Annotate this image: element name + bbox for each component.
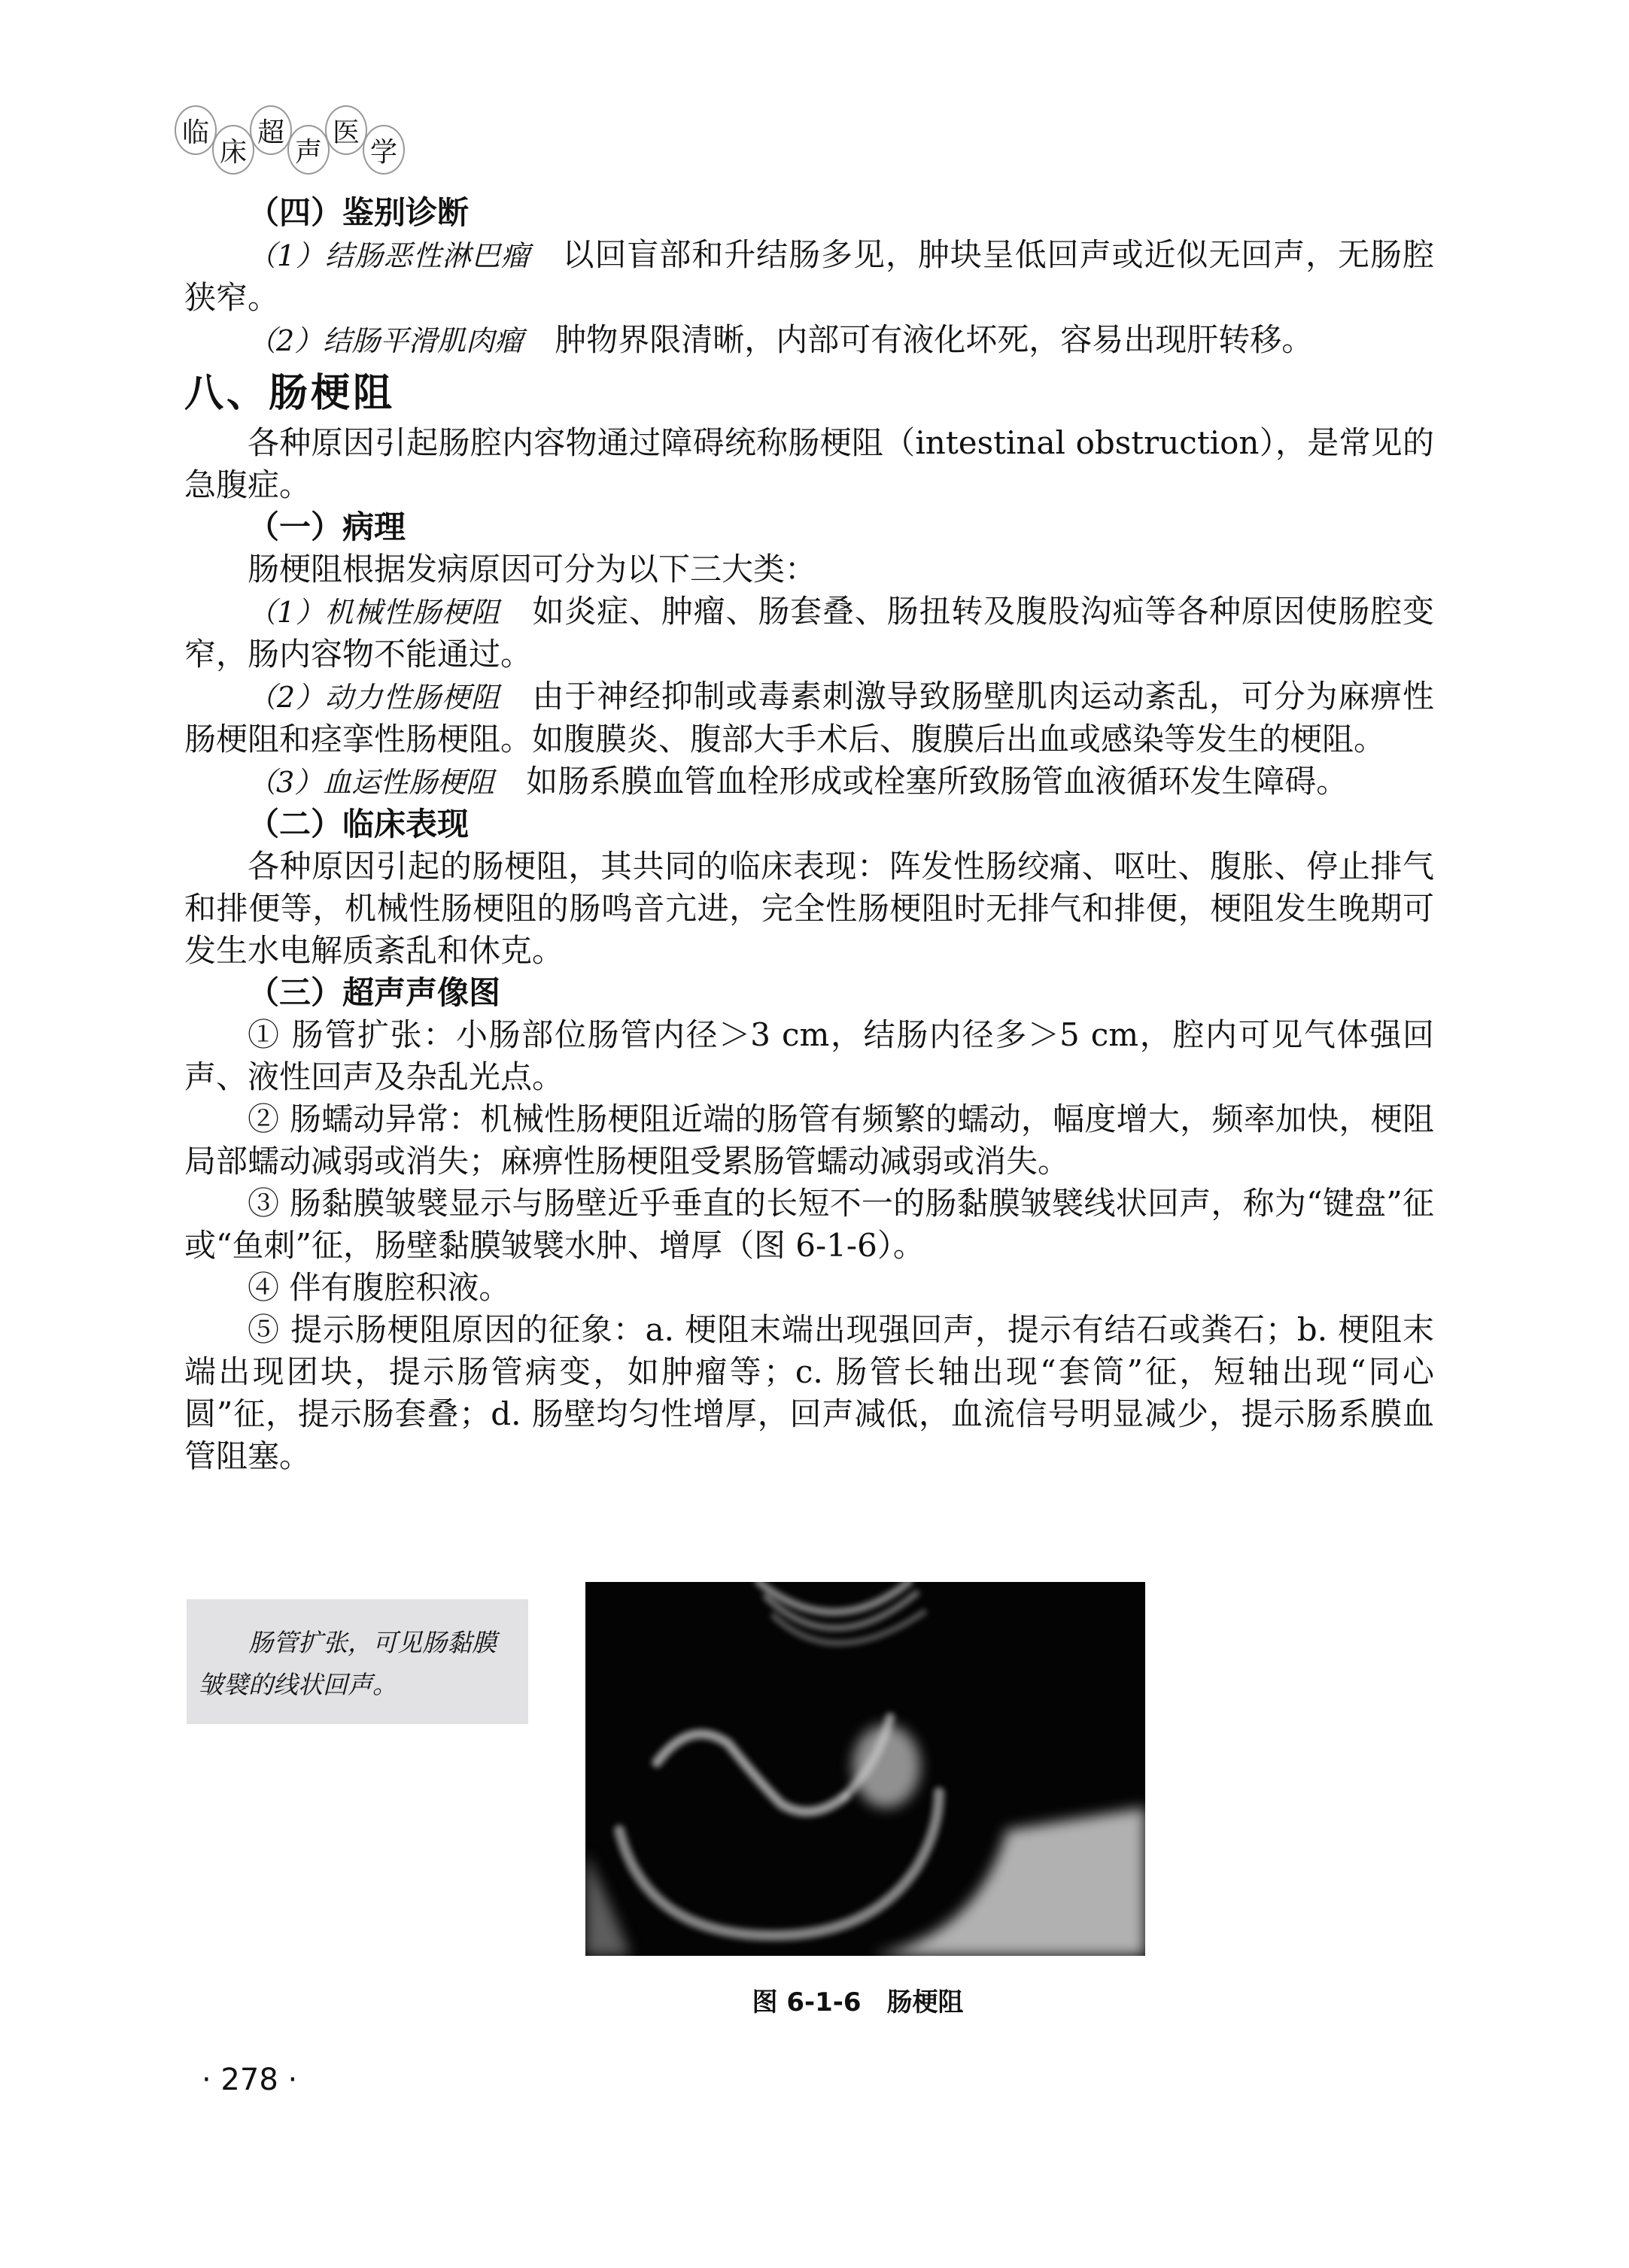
paragraph-text: 肿物界限清晰，内部可有液化坏死，容易出现肝转移。 (523, 321, 1314, 358)
section-heading: （三）超声声像图 (248, 974, 501, 1011)
paragraph (184, 319, 1434, 362)
paragraph-text: ③ 肠黏膜皱襞显示与肠壁近乎垂直的长短不一的肠黏膜皱襞线状回声，称为“键盘”征或“鱼刺”征，肠壁黏膜皱襞水肿、增厚（图 6-1-6）。 (184, 1185, 1434, 1264)
paragraph-text: 由于神经抑制或毒素刺激导致肠壁肌肉运动紊乱，可分为麻痹性肠梗阻和痉挛性肠梗阻。如腹膜炎、腹部大手术后、腹膜后出血或感染等发生的梗阻。 (184, 678, 1434, 758)
paragraph (184, 234, 1434, 319)
paragraph-text: ① 肠管扩张：小肠部位肠管内径＞3 cm，结肠内径多＞5 cm，腔内可见气体强回声、液性回声及杂乱光点。 (184, 1016, 1434, 1095)
run-in-label: （1）结肠恶性淋巴瘤 (248, 239, 530, 272)
section-heading: （四）鉴别诊断 (248, 194, 470, 231)
paragraph (184, 1183, 1434, 1267)
chapter-title: 八、肠梗阻 (184, 371, 396, 416)
logo-char: 床 (212, 125, 254, 175)
paragraph (184, 1014, 1434, 1098)
paragraph-text: 各种原因引起肠腔内容物通过障碍统称肠梗阻（intestinal obstruction），是常见的急腹症。 (184, 424, 1434, 503)
paragraph (184, 591, 1434, 676)
ultrasound-image (585, 1582, 1145, 1956)
paragraph (184, 846, 1434, 972)
logo-char: 学 (363, 125, 405, 175)
run-in-label: （1）机械性肠梗阻 (248, 596, 500, 629)
paragraph (184, 761, 1434, 803)
paragraph (184, 1267, 1434, 1309)
run-in-label: （2）动力性肠梗阻 (248, 681, 500, 714)
paragraph-text: 如肠系膜血管血栓形成或栓塞所致肠管血液循环发生障碍。 (494, 763, 1348, 800)
logo-char: 临 (175, 105, 217, 155)
section-heading: （二）临床表现 (248, 806, 470, 843)
run-in-label: （3）血运性肠梗阻 (248, 766, 495, 799)
paragraph-text: ② 肠蠕动异常：机械性肠梗阻近端的肠管有频繁的蠕动，幅度增大，频率加快，梗阻局部蠕动减弱或消失；麻痹性肠梗阻受累肠管蠕动减弱或消失。 (184, 1101, 1434, 1180)
paragraph (184, 422, 1434, 506)
logo-char: 医 (325, 105, 367, 155)
paragraph-text: 肠梗阻根据发病原因可分为以下三大类： (248, 551, 817, 587)
paragraph-text: 各种原因引起的肠梗阻，其共同的临床表现：阵发性肠绞痛、呕吐、腹胀、停止排气和排便等，机械性肠梗阻的肠鸣音亢进，完全性肠梗阻时无排气和排便，梗阻发生晚期可发生水电解质紊乱和休克。 (184, 848, 1434, 969)
book-title-logo (175, 105, 400, 175)
figure-note: 肠管扩张，可见肠黏膜皱襞的线状回声。 (187, 1599, 528, 1724)
paragraph (184, 548, 1434, 591)
figure-caption: 图 6-1-6 肠梗阻 (752, 1987, 964, 2018)
logo-char: 声 (287, 125, 330, 175)
paragraph (184, 676, 1434, 761)
paragraph-text: ⑤ 提示肠梗阻原因的征象：a. 梗阻末端出现强回声，提示有结石或粪石；b. 梗阻末端出现团块，提示肠管病变，如肿瘤等；c. 肠管长轴出现“套筒”征，短轴出现“同心圆”征，提示肠套叠；d. 肠壁均匀性增厚，回声减低，血流信号明显减少，提示肠系膜血管阻塞。 (184, 1311, 1434, 1474)
page-number: · 278 · (202, 2063, 298, 2097)
paragraph-text: 如炎症、肿瘤、肠套叠、肠扭转及腹股沟疝等各种原因使肠腔变窄，肠内容物不能通过。 (184, 593, 1434, 673)
body-text (184, 192, 1434, 1477)
paragraph-text: 以回盲部和升结肠多见，肿块呈低回声或近似无回声，无肠腔狭窄。 (184, 236, 1434, 316)
logo-char: 超 (250, 105, 292, 155)
paragraph (184, 1309, 1434, 1477)
section-heading: （一）病理 (248, 509, 406, 545)
paragraph-text: ④ 伴有腹腔积液。 (248, 1269, 511, 1306)
run-in-label: （2）结肠平滑肌肉瘤 (248, 324, 524, 357)
paragraph (184, 1098, 1434, 1183)
